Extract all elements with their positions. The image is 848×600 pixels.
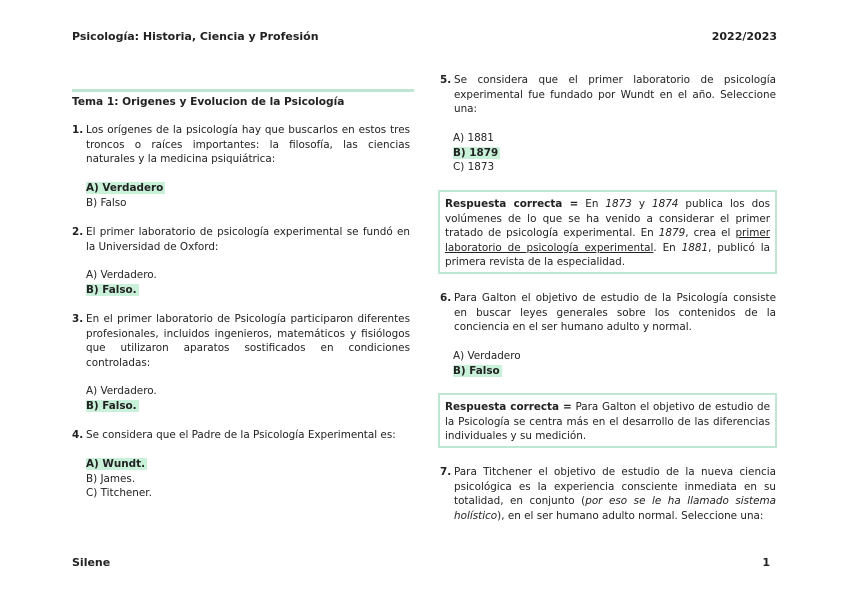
section-divider [72,89,414,92]
options-q6 [453,349,521,378]
header-title: Psicología: Historia, Ciencia y Profesión [72,30,319,43]
option-c[interactable]: C) 1873 [453,161,495,173]
options-q3 [86,384,157,413]
question-5 [440,73,776,117]
question-4 [72,428,410,443]
answer-label: Respuesta correcta = [445,198,579,210]
question-text: Para Titchener el objetivo de estudio de la nueva ciencia psicológica es la experiencia consciente inmediata en su totalidad, en conjunto (por eso se le ha llamado sistema holístico), en el ser humano adulto normal. Seleccione una: [454,466,777,522]
question-number: 3. [72,313,84,325]
option-b[interactable]: B) Falso [453,364,500,377]
question-number: 7. [440,466,452,478]
option-b[interactable]: B) Falso. [86,283,137,296]
question-2 [72,225,410,254]
question-text: Los orígenes de la psicología hay que buscarlos en estos tres troncos o raíces importantes: la filosofía, las ciencias naturales y la medicina psiquiátrica: [86,124,410,165]
option-a[interactable]: A) Verdadero. [86,385,157,397]
question-text: Para Galton el objetivo de estudio de la Psicología consiste en buscar leyes generales sobre los contenidos de la conciencia en el ser humano adulto y normal. [454,292,776,333]
question-text: Se considera que el Padre de la Psicología Experimental es: [86,429,396,441]
options-q1 [86,181,165,210]
question-number: 2. [72,226,84,238]
question-6 [440,291,776,335]
topic-title: Tema 1: Origenes y Evolucion de la Psicología [72,96,345,108]
question-text: Se considera que el primer laboratorio de psicología experimental fue fundado por Wundt en el año. Seleccione una: [454,74,776,115]
options-q4 [86,457,152,501]
option-a[interactable]: A) Verdadero [453,350,521,362]
options-q2 [86,268,157,297]
option-b[interactable]: B) 1879 [453,146,499,159]
question-7 [440,465,776,523]
option-a[interactable]: A) Verdadero [86,182,164,194]
answer-box-q5: Respuesta correcta = En 1873 y 1874 publica los dos volúmenes de lo que se ha venido a considerar el primer tratado de psicología experimental. En 1879, crea el primer laboratorio de psicología experimental. En 1881, publicó la primera revista de la especialidad. [438,190,777,274]
question-number: 4. [72,429,84,441]
option-a[interactable]: A) Verdadero. [86,269,157,281]
option-c[interactable]: C) Titchener. [86,487,152,499]
option-b[interactable]: B) James. [86,472,136,485]
footer-author: Silene [72,556,111,569]
question-number: 5. [440,74,452,86]
answer-label: Respuesta correcta = [445,401,572,413]
option-b[interactable]: B) Falso [86,196,127,209]
options-q5 [453,131,500,175]
answer-box-q6: Respuesta correcta = Para Galton el objetivo de estudio de la Psicología se centra más en el desarrollo de las diferencias individuales y su medición. [438,393,777,448]
page-number: 1 [762,556,770,569]
option-a[interactable]: A) 1881 [453,132,494,144]
option-a[interactable]: A) Wundt. [86,458,146,470]
question-text: En el primer laboratorio de Psicología participaron diferentes profesionales, incluidos ingenieros, matemáticos y fisiólogos que utilizaron aparatos sostificados en condiciones controladas: [86,313,410,369]
question-number: 6. [440,292,452,304]
question-text: El primer laboratorio de psicología experimental se fundó en la Universidad de Oxford: [86,226,410,253]
question-1 [72,123,410,167]
question-3 [72,312,410,370]
header-year: 2022/2023 [711,30,777,43]
option-b[interactable]: B) Falso. [86,399,137,412]
question-number: 1. [72,124,84,136]
